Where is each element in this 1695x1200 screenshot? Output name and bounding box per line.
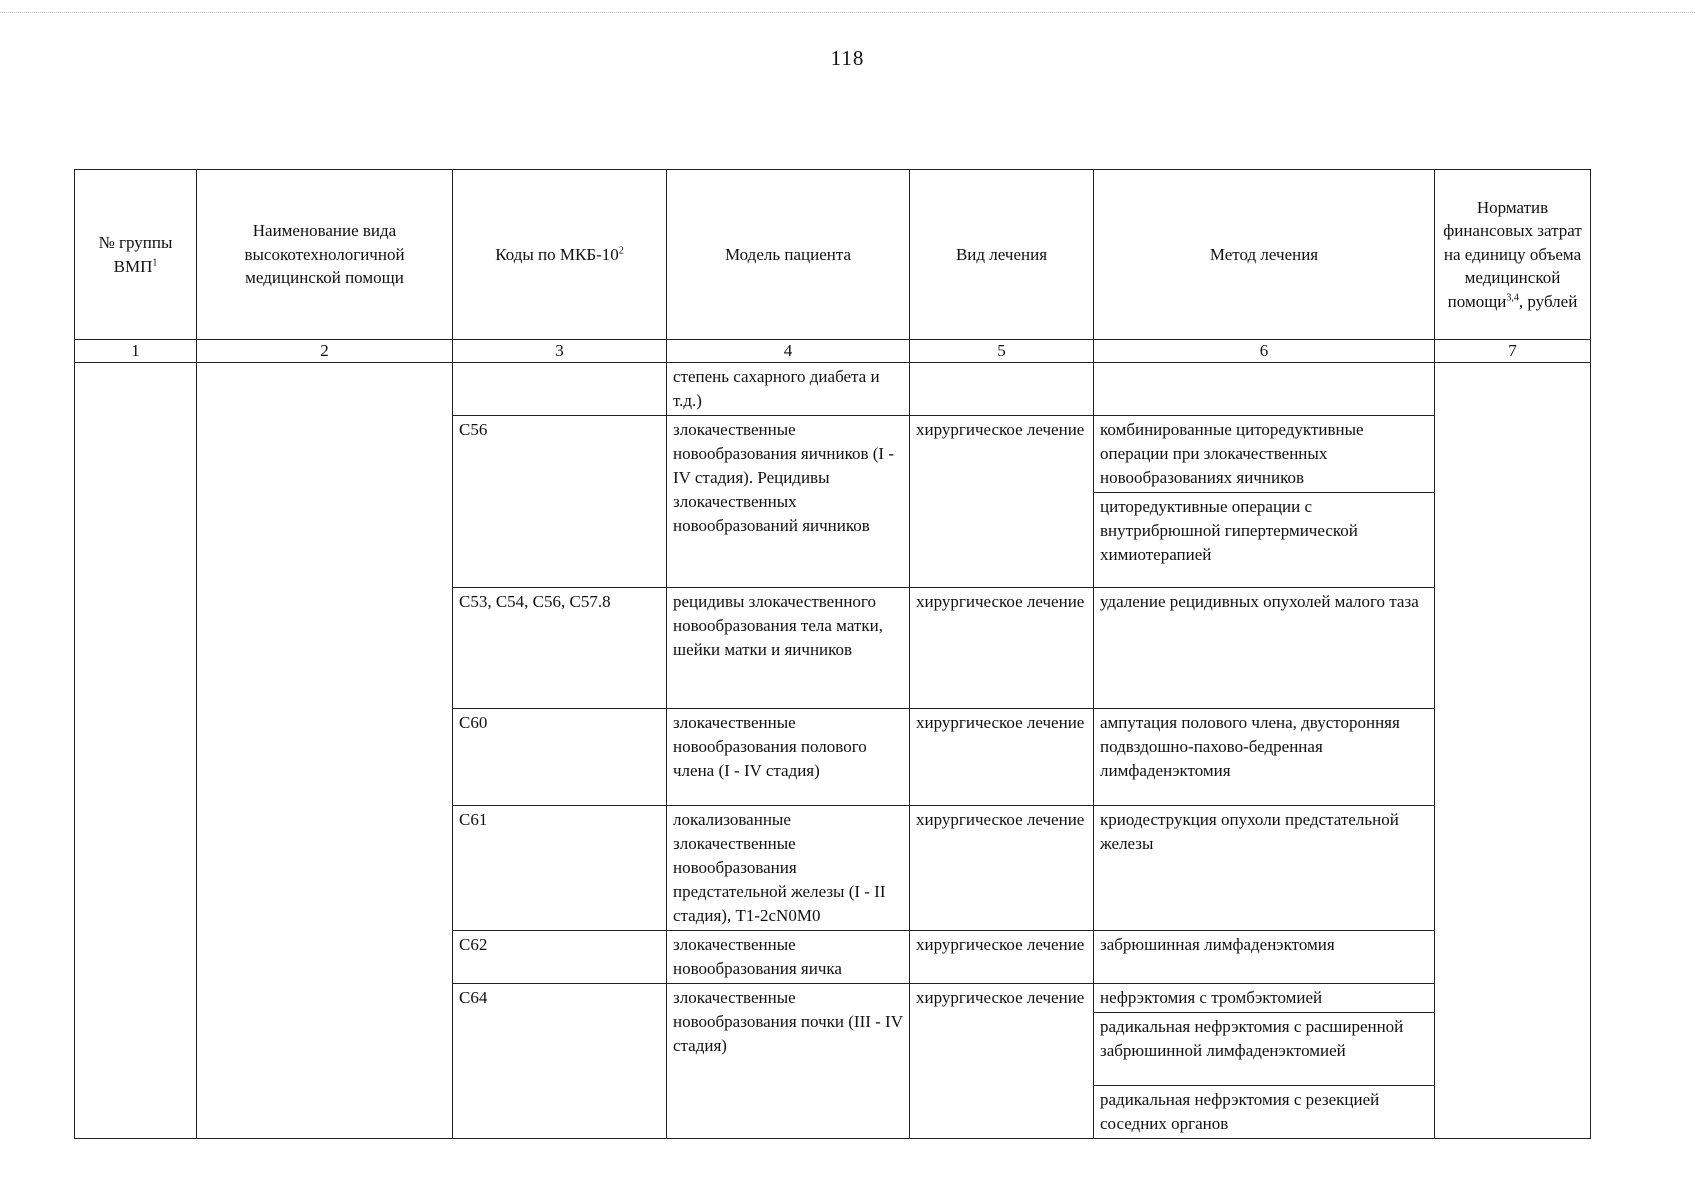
header-icd-codes: Коды по МКБ-$10^2$ <box>453 170 667 340</box>
codes-cell: C60 <box>453 709 667 806</box>
treatment-cell: хирургическое лечение <box>910 984 1094 1139</box>
model-cell: злокачественные новообразования яичка <box>667 931 910 984</box>
group-number-cell <box>75 363 197 1139</box>
method-cell: ампутация полового члена, двусторонняя подвздошно-пахово-бедренная лимфаденэктомия <box>1094 709 1435 806</box>
cost-norm-cell <box>1435 363 1591 1139</box>
method-cell: забрюшинная лимфаденэктомия <box>1094 931 1435 984</box>
method-cell: циторедуктивные операции с внутрибрюшной гипертермической химиотерапией <box>1094 493 1435 588</box>
column-number: 7 <box>1435 340 1591 363</box>
header-treatment-type: Вид лечения <box>910 170 1094 340</box>
model-cell: рецидивы злокачественного новообразования тела матки, шейки матки и яичников <box>667 588 910 709</box>
column-number: 2 <box>197 340 453 363</box>
method-cell: нефрэктомия с тромбэктомией <box>1094 984 1435 1013</box>
vmp-table <box>74 169 1591 1139</box>
treatment-cell: хирургическое лечение <box>910 416 1094 588</box>
column-number: 3 <box>453 340 667 363</box>
column-number: 4 <box>667 340 910 363</box>
treatment-cell: хирургическое лечение <box>910 931 1094 984</box>
header-group-number: № группы ВМП$^1$ <box>75 170 197 340</box>
model-cell: степень сахарного диабета и т.д.) <box>667 363 910 416</box>
page-number: 118 <box>830 46 865 70</box>
column-number-row <box>75 340 1591 363</box>
codes-cell: C53, C54, C56, C57.8 <box>453 588 667 709</box>
method-cell: криодеструкция опухоли предстательной железы <box>1094 806 1435 931</box>
column-number: 5 <box>910 340 1094 363</box>
header-patient-model: Модель пациента <box>667 170 910 340</box>
treatment-cell <box>910 363 1094 416</box>
model-cell: злокачественные новообразования яичников (I - IV стадия). Рецидивы злокачественных новообразований яичников <box>667 416 910 588</box>
model-cell: злокачественные новообразования полового члена (I - IV стадия) <box>667 709 910 806</box>
header-row <box>75 170 1591 340</box>
method-cell: удаление рецидивных опухолей малого таза <box>1094 588 1435 709</box>
method-cell: радикальная нефрэктомия с расширенной забрюшинной лимфаденэктомией <box>1094 1013 1435 1086</box>
table-row <box>75 363 1591 416</box>
treatment-cell: хирургическое лечение <box>910 709 1094 806</box>
codes-cell: C56 <box>453 416 667 588</box>
method-cell: комбинированные циторедуктивные операции при злокачественных новообразованиях яичников <box>1094 416 1435 493</box>
codes-cell: C62 <box>453 931 667 984</box>
method-cell <box>1094 363 1435 416</box>
treatment-cell: хирургическое лечение <box>910 588 1094 709</box>
treatment-cell: хирургическое лечение <box>910 806 1094 931</box>
header-treatment-method: Метод лечения <box>1094 170 1435 340</box>
codes-cell <box>453 363 667 416</box>
model-cell: злокачественные новообразования почки (III - IV стадия) <box>667 984 910 1139</box>
method-cell: радикальная нефрэктомия с резекцией соседних органов <box>1094 1086 1435 1139</box>
codes-cell: C61 <box>453 806 667 931</box>
header-care-type: Наименование вида высокотехнологичной медицинской помощи <box>197 170 453 340</box>
column-number: 6 <box>1094 340 1435 363</box>
model-cell: локализованные злокачественные новообразования предстательной железы (I - II стадия), T1-2cN0M0 <box>667 806 910 931</box>
scan-edge-line <box>0 12 1695 13</box>
header-cost-norm: Норматив финансовых затрат на единицу объема медицинской помощи$^{3,4}$, рублей <box>1435 170 1591 340</box>
care-type-cell <box>197 363 453 1139</box>
column-number: 1 <box>75 340 197 363</box>
codes-cell: C64 <box>453 984 667 1139</box>
